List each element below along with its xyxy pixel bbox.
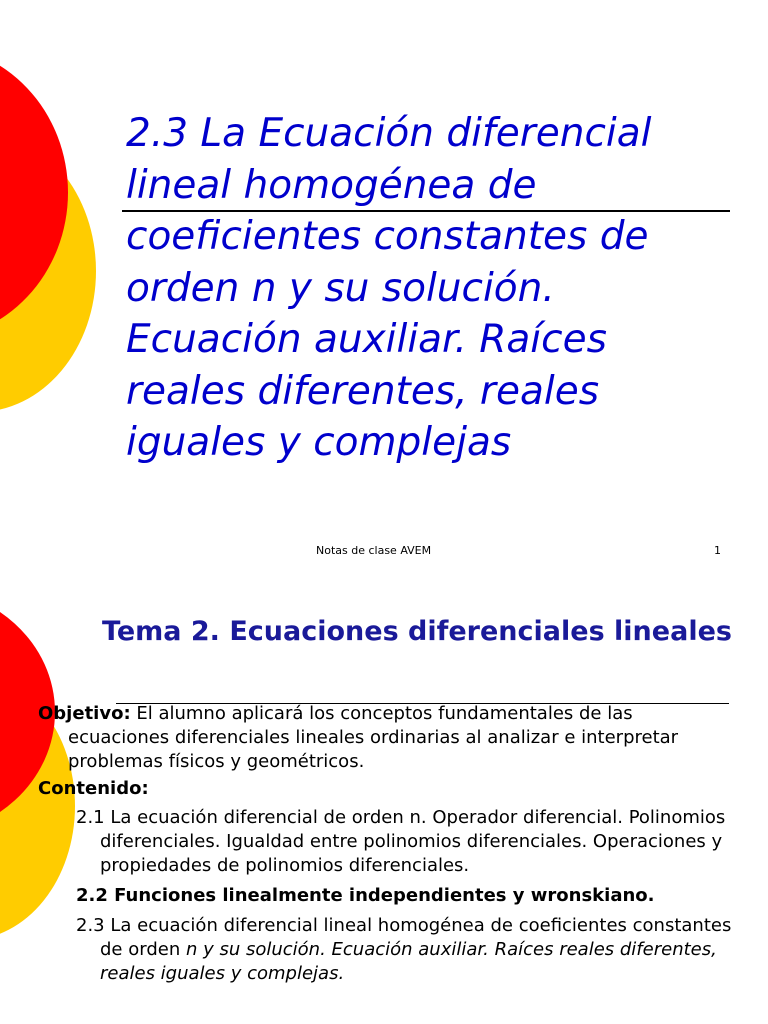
slide-2-body — [38, 702, 738, 992]
content-item-2: 2.2 Funciones linealmente independientes y wronskiano. — [76, 885, 655, 906]
content-label: Contenido: — [38, 778, 149, 799]
content-item-3-italic: n y su solución. Ecuación auxiliar. Raíces reales diferentes, reales iguales y complejas. — [100, 939, 717, 984]
objective-paragraph — [38, 702, 738, 774]
slide-1-title: 2.3 La Ecuación diferencial lineal homogénea de coeficientes constantes de orden n y su solución. Ecuación auxiliar. Raíces reales diferentes, reales iguales y complejas — [126, 111, 652, 465]
objective-label: Objetivo: — [38, 703, 131, 724]
content-item-3 — [76, 914, 738, 986]
content-item-1: 2.1 La ecuación diferencial de orden n. Operador diferencial. Polinomios diferenciales. Igualdad entre polinomios diferenciales. Operaciones y propiedades de polinomios diferenciales. — [76, 807, 726, 876]
slide-2 — [0, 572, 768, 1024]
page-number: 1 — [714, 544, 721, 557]
content-item-3-text: 2.3 La ecuación diferencial lineal homogénea de coeficientes constantes de orden — [76, 915, 732, 960]
objective-text: El alumno aplicará los conceptos fundamentales de las ecuaciones diferenciales lineales ordinarias al analizar e interpretar problemas físicos y geométricos. — [68, 703, 679, 772]
slide-2-title: Tema 2. Ecuaciones diferenciales lineales — [102, 616, 732, 647]
footer-note: Notas de clase AVEM — [316, 544, 432, 557]
